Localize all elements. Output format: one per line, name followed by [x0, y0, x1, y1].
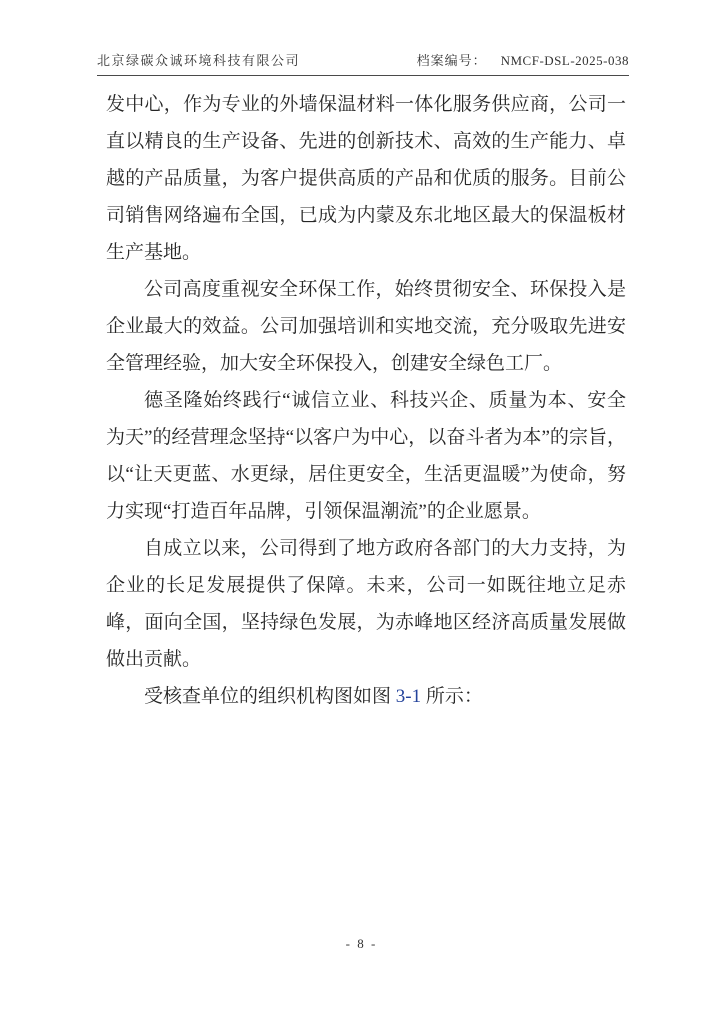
figure-reference: 3-1: [395, 686, 422, 707]
paragraph-business-philosophy: 德圣隆始终践行“诚信立业、科技兴企、质量为本、安全为天”的经营理念坚持“以客户为中心，以奋斗者为本”的宗旨，以“让天更蓝、水更绿，居住更安全，生活更温暖”为使命，努力实现“打造百年品牌，引领保温潮流”的企业愿景。: [106, 390, 626, 522]
paragraph-government-support: 自成立以来，公司得到了地方政府各部门的大力支持，为企业的长足发展提供了保障。未来，公司一如既往地立足赤峰，面向全国，坚持绿色发展，为赤峰地区经济高质量发展做做出贡献。: [106, 538, 626, 670]
paragraph-company-intro-continued: 发中心，作为专业的外墙保温材料一体化服务供应商，公司一直以精良的生产设备、先进的创新技术、高效的生产能力、卓越的产品质量，为客户提供高质的产品和优质的服务。目前公司销售网络遍布全国，已成为内蒙及东北地区最大的保温板材生产基地。: [106, 94, 626, 263]
org-chart-text-before: 受核查单位的组织机构图如图: [144, 686, 396, 707]
document-body: [106, 86, 626, 715]
header-archive: [417, 50, 629, 69]
org-chart-text-after: 所示：: [421, 686, 483, 707]
page-number: - 8 -: [345, 936, 378, 951]
page-header: [97, 50, 629, 76]
header-company-name: 北京绿碳众诚环境科技有限公司: [97, 53, 301, 68]
paragraph-safety-environment: 公司高度重视安全环保工作，始终贯彻安全、环保投入是企业最大的效益。公司加强培训和实地交流，充分吸取先进安全管理经验，加大安全环保投入，创建安全绿色工厂。: [106, 279, 626, 374]
page-footer: [0, 936, 723, 952]
archive-number-value: NMCF-DSL-2025-038: [500, 53, 629, 68]
archive-number-label: 档案编号：: [416, 53, 487, 68]
paragraph-org-chart-lead-in: [106, 678, 626, 715]
